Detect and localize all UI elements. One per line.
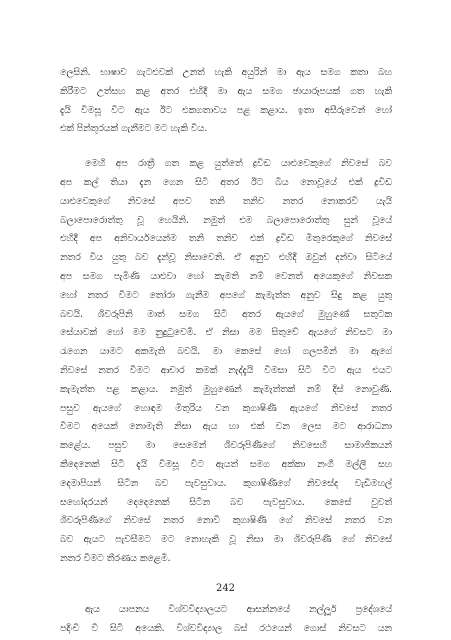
- text-line: යාළුවෙකුගේ නිවසේ අපව තනි තනිව නතර නොකරවී යැයි: [60, 195, 392, 207]
- text-line: කිරීමට උත්සහ කළ අතර එහිදී මා ඇය සමග ඡායාරූපයක් ගත හැකි: [60, 85, 392, 97]
- text-line: සහෝදරයන් දෙදෙනෙක් සිටින බව පැවසුවාය. කෙසේ වුවත්: [60, 496, 392, 508]
- text-line: වීමට අයෙක් නොමැති නිසා ඇය හා එක් වන ලෙස මට ආරාධනා: [60, 421, 392, 433]
- text-line: සේයාවක් හෝ මම නුදුටුවෙමි. ඒ නිසා මම සිතුවේ ඇයගේ නිවසට මා: [60, 327, 392, 339]
- paragraph-2: [60, 155, 392, 569]
- text-line: කැමැත්ත පළ කළාය. නමුත් මුහුණෙන් කැමැත්තක් නම් දිස් නොවුණි.: [60, 383, 392, 395]
- text-line: එක් පින්තූරයක් ගැනීමට මට හැකි විය.: [60, 123, 208, 135]
- text-line: කළේය. පසුව මා සෙමෙන් ශිවරූපිණීගේ නිවසෙහි සාමාජිකයන්: [60, 440, 392, 452]
- text-line: ලෙසිනි. භාෂාව ගැටළුවක් උනත් හැකි අයුරින් මා ඇය සමග කතා බහ: [60, 67, 392, 78]
- text-line: පසුව ඇයගේ හොඳම මිතුරිය වන කුගාෂිණී ඇයගේ නිවසේ නතර: [60, 402, 392, 414]
- text-line: දෙමාපියන් සිටින බව පැවසුවාය. කුගාෂිණීගේ නිවසේද වැඩිමහල්: [60, 477, 392, 489]
- text-line: හෝ නතර වීමට තෝරා ගැනීම අපගේ කැමැත්ත අනුව සිදු කළ යුතු: [60, 289, 392, 301]
- paragraph-1: [60, 64, 392, 139]
- text-line: නිවසේ නතර වීමට ආචාර කමක් නැද්දැයි විමසා සිටි විට ඇය එයට: [60, 364, 392, 376]
- text-line: කීදෙනෙක් සිටී දැයි විමසූ විට ඇයත් සමග අක්කා නංගී මල්ලී සහ: [60, 458, 392, 470]
- text-line: ඇය යාපනය විශ්වවිද්‍යාලයට ආසන්නයේ නල්ලූර් ප්‍රදේශයේ: [85, 603, 392, 615]
- paragraph-gap: [60, 139, 392, 155]
- text-line: අප සමග පැමිණි යාළුවා හෝ කැමති නම් වෙනත් අයෙකුගේ නිවසක: [60, 270, 392, 282]
- text-line: බවයි. ශිවරූපිනි මාත් සමග සිටි අතර ඇයගේ මුහුණේ සතුටක: [60, 308, 392, 320]
- text-line: නතර වීමට තීරණය කළෙමි.: [60, 552, 171, 564]
- text-line: මෙහි අප රාත්‍රී ගත කළ යුත්තේ ද්‍රවිඩ යාළුවෙකුගේ නිවසේ බව: [85, 158, 392, 170]
- text-line: රැගෙන යාමට අකමැති බවයි. මා කෙසේ හෝ ගලපමින් මා ඇගේ: [60, 346, 392, 358]
- text-line: බලාපොරොත්තු වූ හෙයිනි. නමුත් එම බලාපොරොත්තු සුන් වූයේ: [60, 214, 392, 226]
- text-line: බව ඇයට පැවසීමට මට නොහැකි වූ නිසා මා ශිවරූපිණී ගේ නිවසේ: [60, 534, 392, 546]
- text-line: පදිංචි වී සිටි අයෙකි. විශ්වවිද්‍යාල බස් රථයෙන් ගොස් නිවසට යන: [60, 622, 392, 634]
- text-line: එහිදී අප අනිවාර්යයෙන්ම තනි තනිව එක් ද්‍රවිඩ මිතුරෙකුගේ නිවසේ: [60, 233, 392, 245]
- text-line: අප කල් තියා දැන ගෙන සිටි අතර ඊට බිය නොවූයේ එක් ද්‍රවිඩ: [60, 176, 392, 188]
- body-text: [60, 64, 392, 638]
- text-line: ශිවරූපිණීගේ නිවසේ නතර නොවී කුගාෂිණී ගේ නිවසේ නතර වන: [60, 515, 392, 527]
- paragraph-3: [60, 601, 392, 639]
- text-line: දැයි විමසූ විට ඇය ඊට එකගතාවය පළ කළාය. ඉතා අසීරුවෙන් හෝ: [60, 104, 392, 116]
- page-number: 242: [215, 583, 236, 594]
- text-line: නතර විය යුතු බව දැන්වූ නිසාවෙනි. ඒ අනුව එහිදී ඔවුන් දන්වා සිටියේ: [60, 252, 392, 264]
